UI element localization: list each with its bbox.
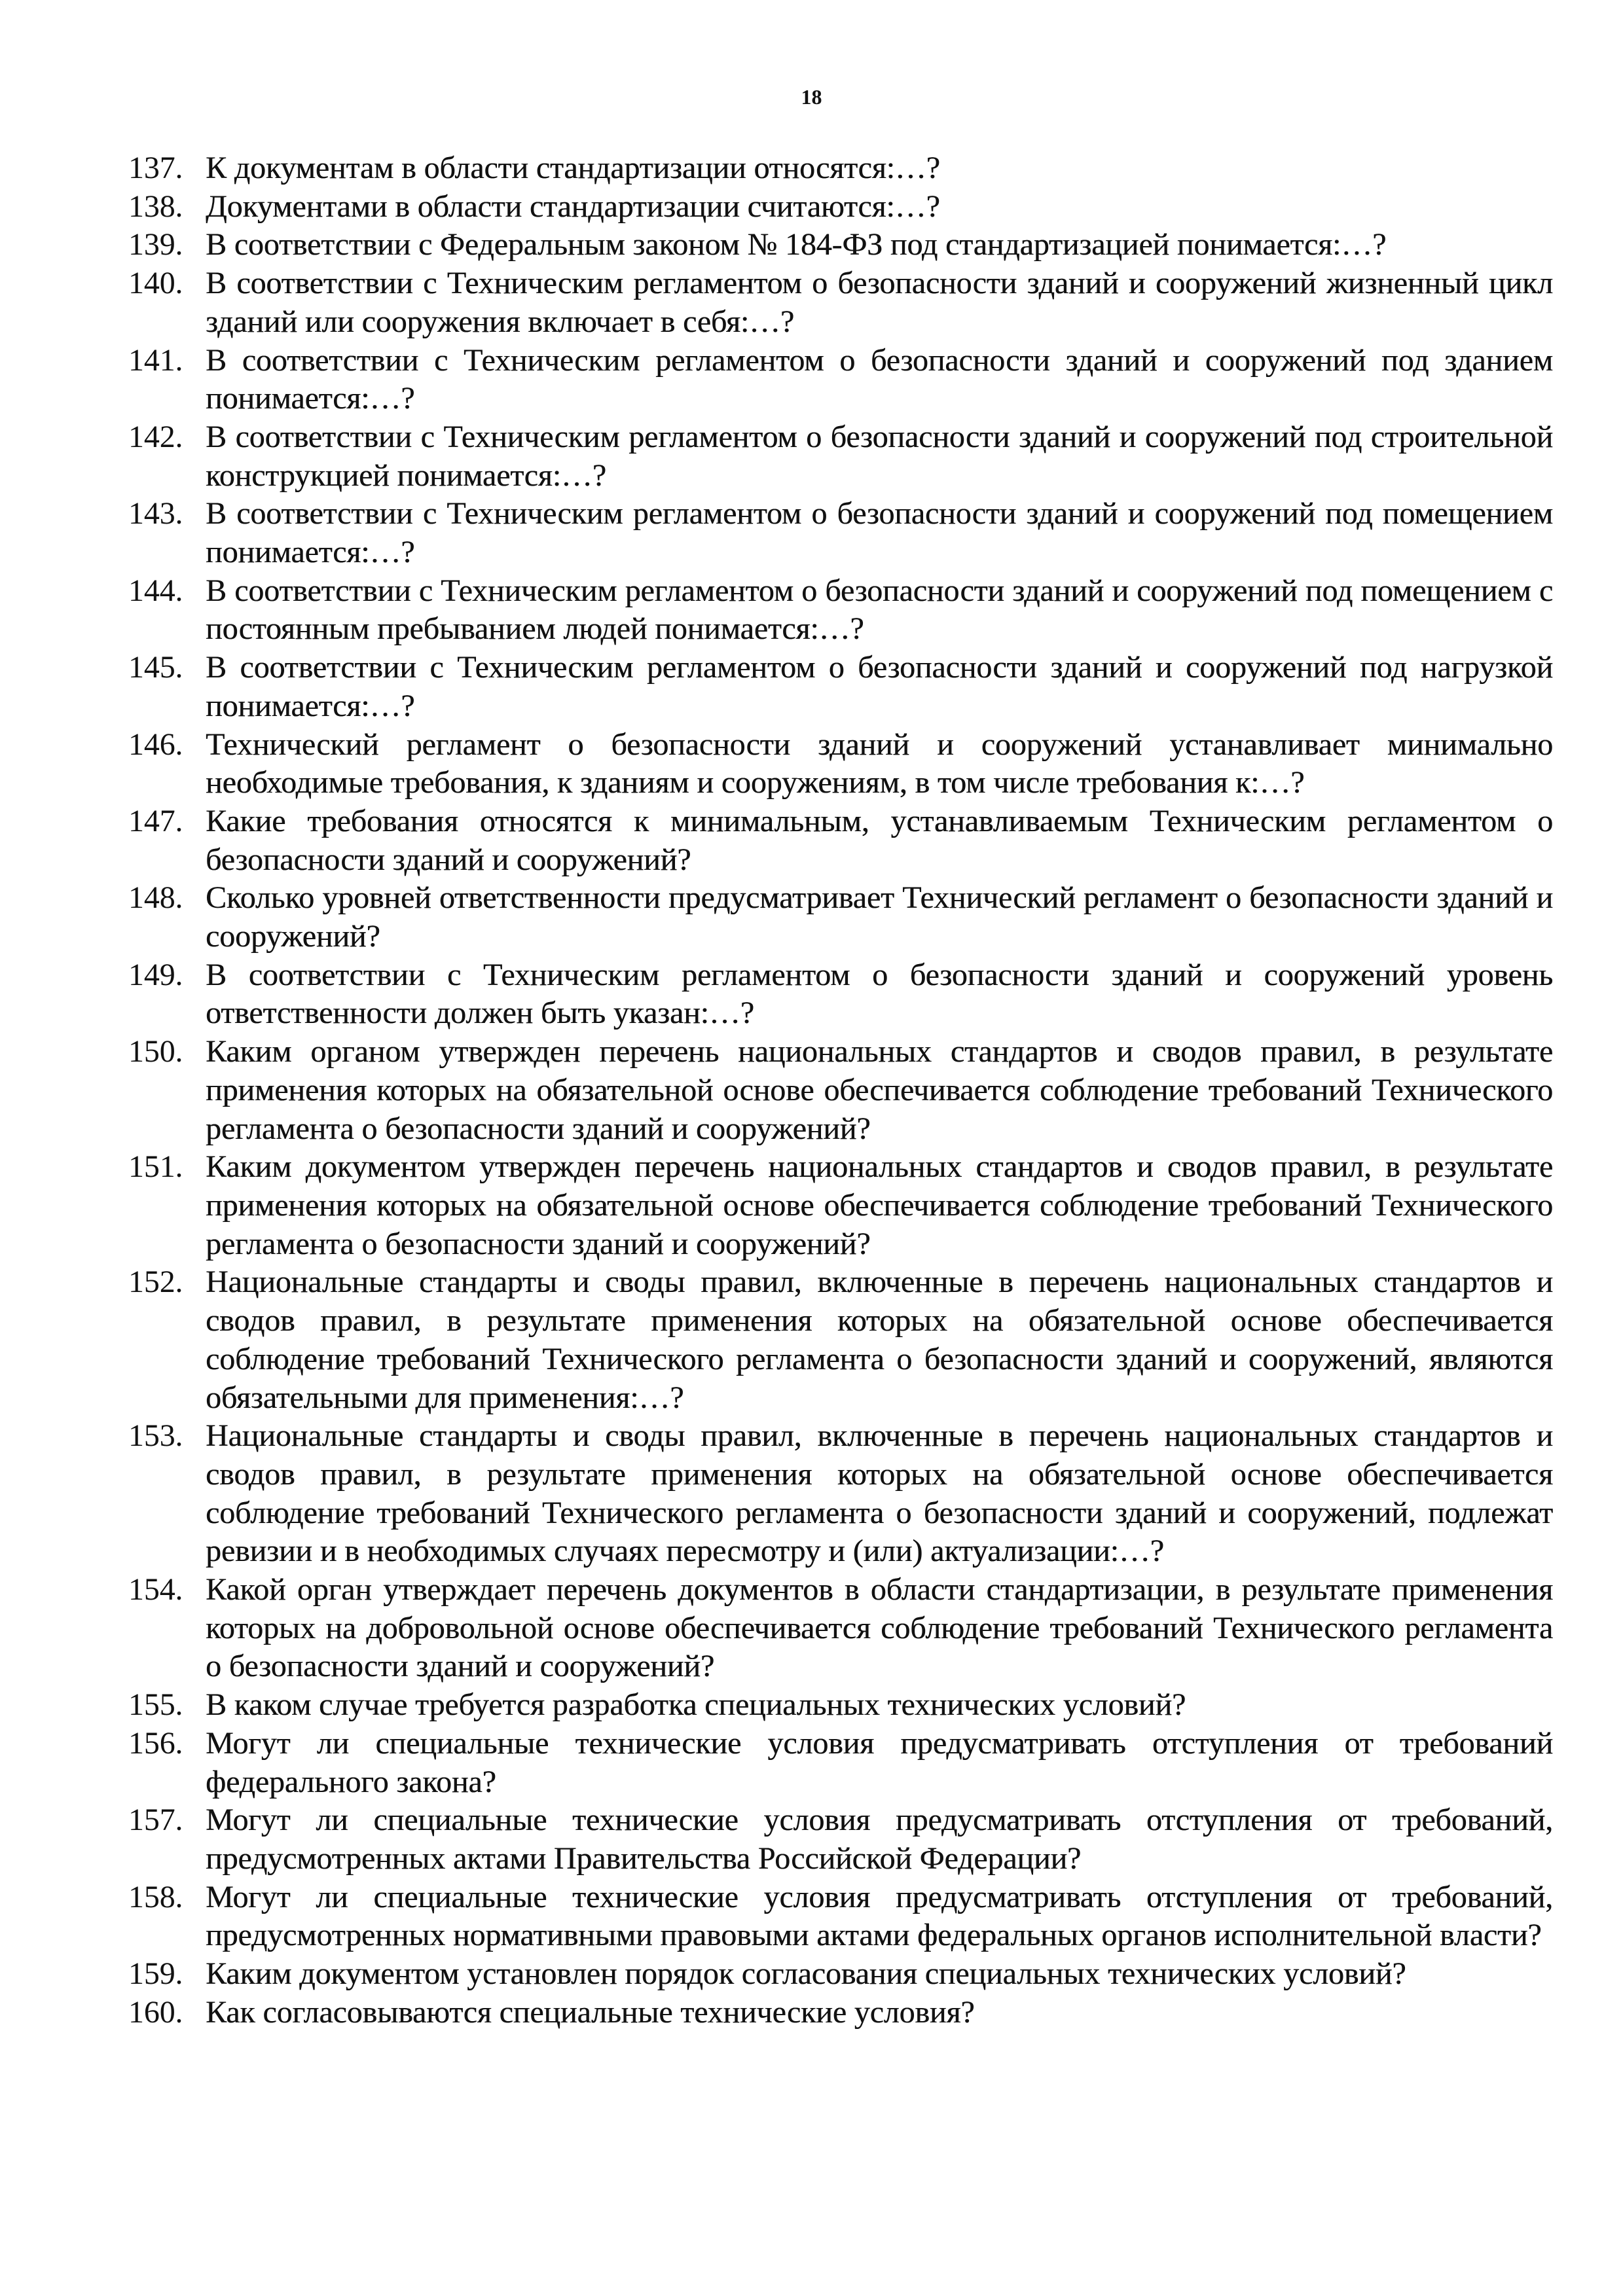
question-text: Сколько уровней ответственности предусматривает Технический регламент о безопасности зданий и сооружений? xyxy=(206,880,1553,954)
question-item xyxy=(128,572,1553,649)
question-number: 137. xyxy=(128,151,183,185)
question-text: В соответствии с Техническим регламентом о безопасности зданий и сооружений под строительной конструкцией понимается:…? xyxy=(206,419,1553,493)
question-text: Каким документом утвержден перечень национальных стандартов и сводов правил, в результате применения которых на обязательной основе обеспечивается соблюдение требований Технического регламента о безопасности зданий и сооружений? xyxy=(206,1149,1553,1261)
question-number: 141. xyxy=(128,342,183,378)
question-text: Документами в области стандартизации считаются:…? xyxy=(206,188,940,224)
question-text: Могут ли специальные технические условия предусматривать отступления от требований, предусмотренных нормативными правовыми актами федеральных органов исполнительной власти? xyxy=(206,1879,1553,1953)
question-item xyxy=(128,879,1553,956)
question-item xyxy=(128,495,1553,571)
question-text: Национальные стандарты и своды правил, включенные в перечень национальных стандартов и сводов правил, в результате применения которых на обязательной основе обеспечивается соблюдение требований Технического регламента о безопасности зданий и сооружений, являются обязательными для применения:…? xyxy=(206,1265,1553,1415)
question-item xyxy=(128,342,1553,418)
question-item xyxy=(128,956,1553,1033)
question-text: В соответствии с Техническим регламентом о безопасности зданий и сооружений под помещением с постоянным пребыванием людей понимается:…? xyxy=(206,573,1553,647)
question-item xyxy=(128,802,1553,879)
question-item xyxy=(128,1955,1553,1994)
question-item xyxy=(128,226,1553,264)
question-number: 146. xyxy=(128,726,183,762)
question-item xyxy=(128,1033,1553,1148)
question-text: Каким органом утвержден перечень национальных стандартов и сводов правил, в результате применения которых на обязательной основе обеспечивается соблюдение требований Технического регламента о безопасности зданий и сооружений? xyxy=(206,1034,1553,1146)
question-item xyxy=(128,1725,1553,1801)
question-number: 149. xyxy=(128,957,183,992)
question-item xyxy=(128,1417,1553,1571)
question-text: Как согласовываются специальные технические условия? xyxy=(206,1994,975,2030)
question-item xyxy=(128,649,1553,725)
question-text: К документам в области стандартизации относятся:…? xyxy=(206,151,940,185)
question-text: Каким документом установлен порядок согласования специальных технических условий? xyxy=(206,1956,1406,1992)
question-number: 142. xyxy=(128,419,183,454)
question-text: Могут ли специальные технические условия предусматривать отступления от требований федерального закона? xyxy=(206,1725,1553,1799)
question-text: В соответствии с Техническим регламентом о безопасности зданий и сооружений под зданием понимается:…? xyxy=(206,342,1553,416)
question-item xyxy=(128,1878,1553,1955)
question-text: Какой орган утверждает перечень документов в области стандартизации, в результате применения которых на добровольной основе обеспечивается соблюдение требований Технического регламента о безопасности зданий и сооружений? xyxy=(206,1572,1553,1684)
question-number: 150. xyxy=(128,1034,183,1069)
question-number: 153. xyxy=(128,1418,183,1454)
question-number: 148. xyxy=(128,880,183,916)
question-number: 156. xyxy=(128,1725,183,1761)
question-number: 140. xyxy=(128,266,183,301)
question-text: В соответствии с Федеральным законом № 184-ФЗ под стандартизацией понимается:…? xyxy=(206,227,1387,262)
question-number: 155. xyxy=(128,1687,183,1723)
question-item xyxy=(128,149,1553,188)
page-number: 18 xyxy=(801,85,822,109)
question-item xyxy=(128,188,1553,226)
question-item xyxy=(128,264,1553,341)
question-text: Могут ли специальные технические условия предусматривать отступления от требований, предусмотренных актами Правительства Российской Федерации? xyxy=(206,1803,1553,1876)
question-number: 151. xyxy=(128,1149,183,1185)
question-number: 154. xyxy=(128,1572,183,1607)
question-item xyxy=(128,726,1553,802)
question-number: 160. xyxy=(128,1994,183,2030)
question-text: Технический регламент о безопасности зданий и сооружений устанавливает минимально необходимые требования, к зданиям и сооружениям, в том числе требования к:…? xyxy=(206,726,1553,800)
question-item xyxy=(128,1263,1553,1417)
question-item xyxy=(128,1148,1553,1263)
question-list xyxy=(128,149,1553,2032)
question-text: В каком случае требуется разработка специальных технических условий? xyxy=(206,1687,1186,1723)
question-text: Национальные стандарты и своды правил, включенные в перечень национальных стандартов и сводов правил, в результате применения которых на обязательной основе обеспечивается соблюдение требований Технического регламента о безопасности зданий и сооружений, подлежат ревизии и в необходимых случаях пересмотру и (или) актуализации:…? xyxy=(206,1418,1553,1569)
question-text: В соответствии с Техническим регламентом о безопасности зданий и сооружений жизненный цикл зданий или сооружения включает в себя:…? xyxy=(206,266,1553,339)
question-number: 152. xyxy=(128,1265,183,1300)
question-item xyxy=(128,1686,1553,1725)
question-number: 143. xyxy=(128,496,183,531)
question-text: Какие требования относятся к минимальным, устанавливаемым Техническим регламентом о безопасности зданий и сооружений? xyxy=(206,803,1553,877)
question-item xyxy=(128,1571,1553,1686)
question-item xyxy=(128,1994,1553,2032)
question-number: 159. xyxy=(128,1956,183,1992)
question-item xyxy=(128,418,1553,495)
question-number: 147. xyxy=(128,803,183,838)
question-text: В соответствии с Техническим регламентом о безопасности зданий и сооружений под нагрузкой понимается:…? xyxy=(206,650,1553,723)
question-number: 157. xyxy=(128,1803,183,1838)
question-number: 139. xyxy=(128,227,183,262)
question-number: 145. xyxy=(128,650,183,685)
question-text: В соответствии с Техническим регламентом о безопасности зданий и сооружений под помещением понимается:…? xyxy=(206,496,1553,570)
question-item xyxy=(128,1801,1553,1878)
question-number: 144. xyxy=(128,573,183,608)
question-number: 158. xyxy=(128,1879,183,1914)
question-number: 138. xyxy=(128,188,183,224)
question-text: В соответствии с Техническим регламентом о безопасности зданий и сооружений уровень ответственности должен быть указан:…? xyxy=(206,957,1553,1031)
